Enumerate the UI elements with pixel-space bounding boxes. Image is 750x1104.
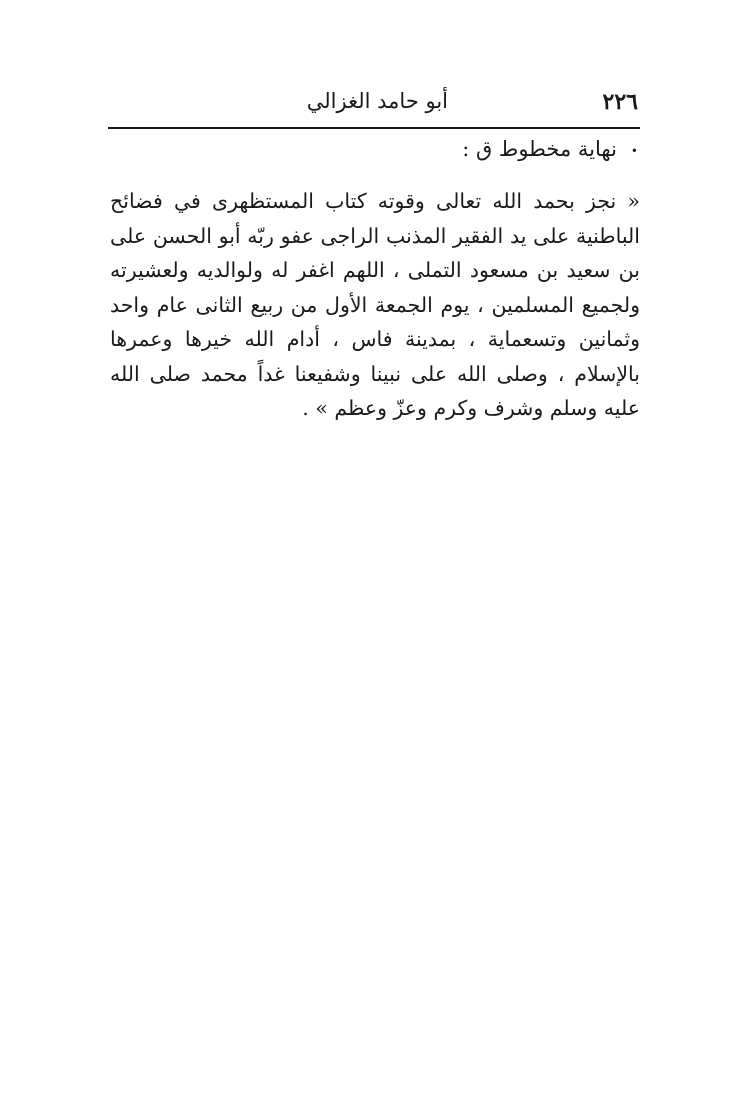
running-head: أبو حامد الغزالي [306, 89, 448, 113]
bullet-icon: • [630, 143, 638, 158]
section-heading [462, 134, 638, 166]
section-heading-text: نهاية مخطوط ق : [462, 137, 617, 161]
page-header [108, 84, 638, 124]
page-number: ٢٢٦ [602, 89, 638, 115]
header-rule [108, 127, 640, 129]
colophon-paragraph: « نجز بحمد الله تعالى وقوته كتاب المستظهرى في فضائح الباطنية على يد الفقير المذنب الراجى عفو ربّه أبو الحسن على بن سعيد بن مسعود التملى ، اللهم اغفر له ولوالديه ولعشيرته ولجميع المسلمين ، يوم الجمعة الأول من ربيع الثانى عام واحد وثمانين وتسعماية ، بمدينة فاس ، أدام الله خيرها وعمرها بالإسلام ، وصلى الله على نبينا وشفيعنا غداً محمد صلى الله عليه وسلم وشرف وكرم وعزّ وعظم » . [110, 189, 640, 420]
body-text [110, 184, 640, 426]
